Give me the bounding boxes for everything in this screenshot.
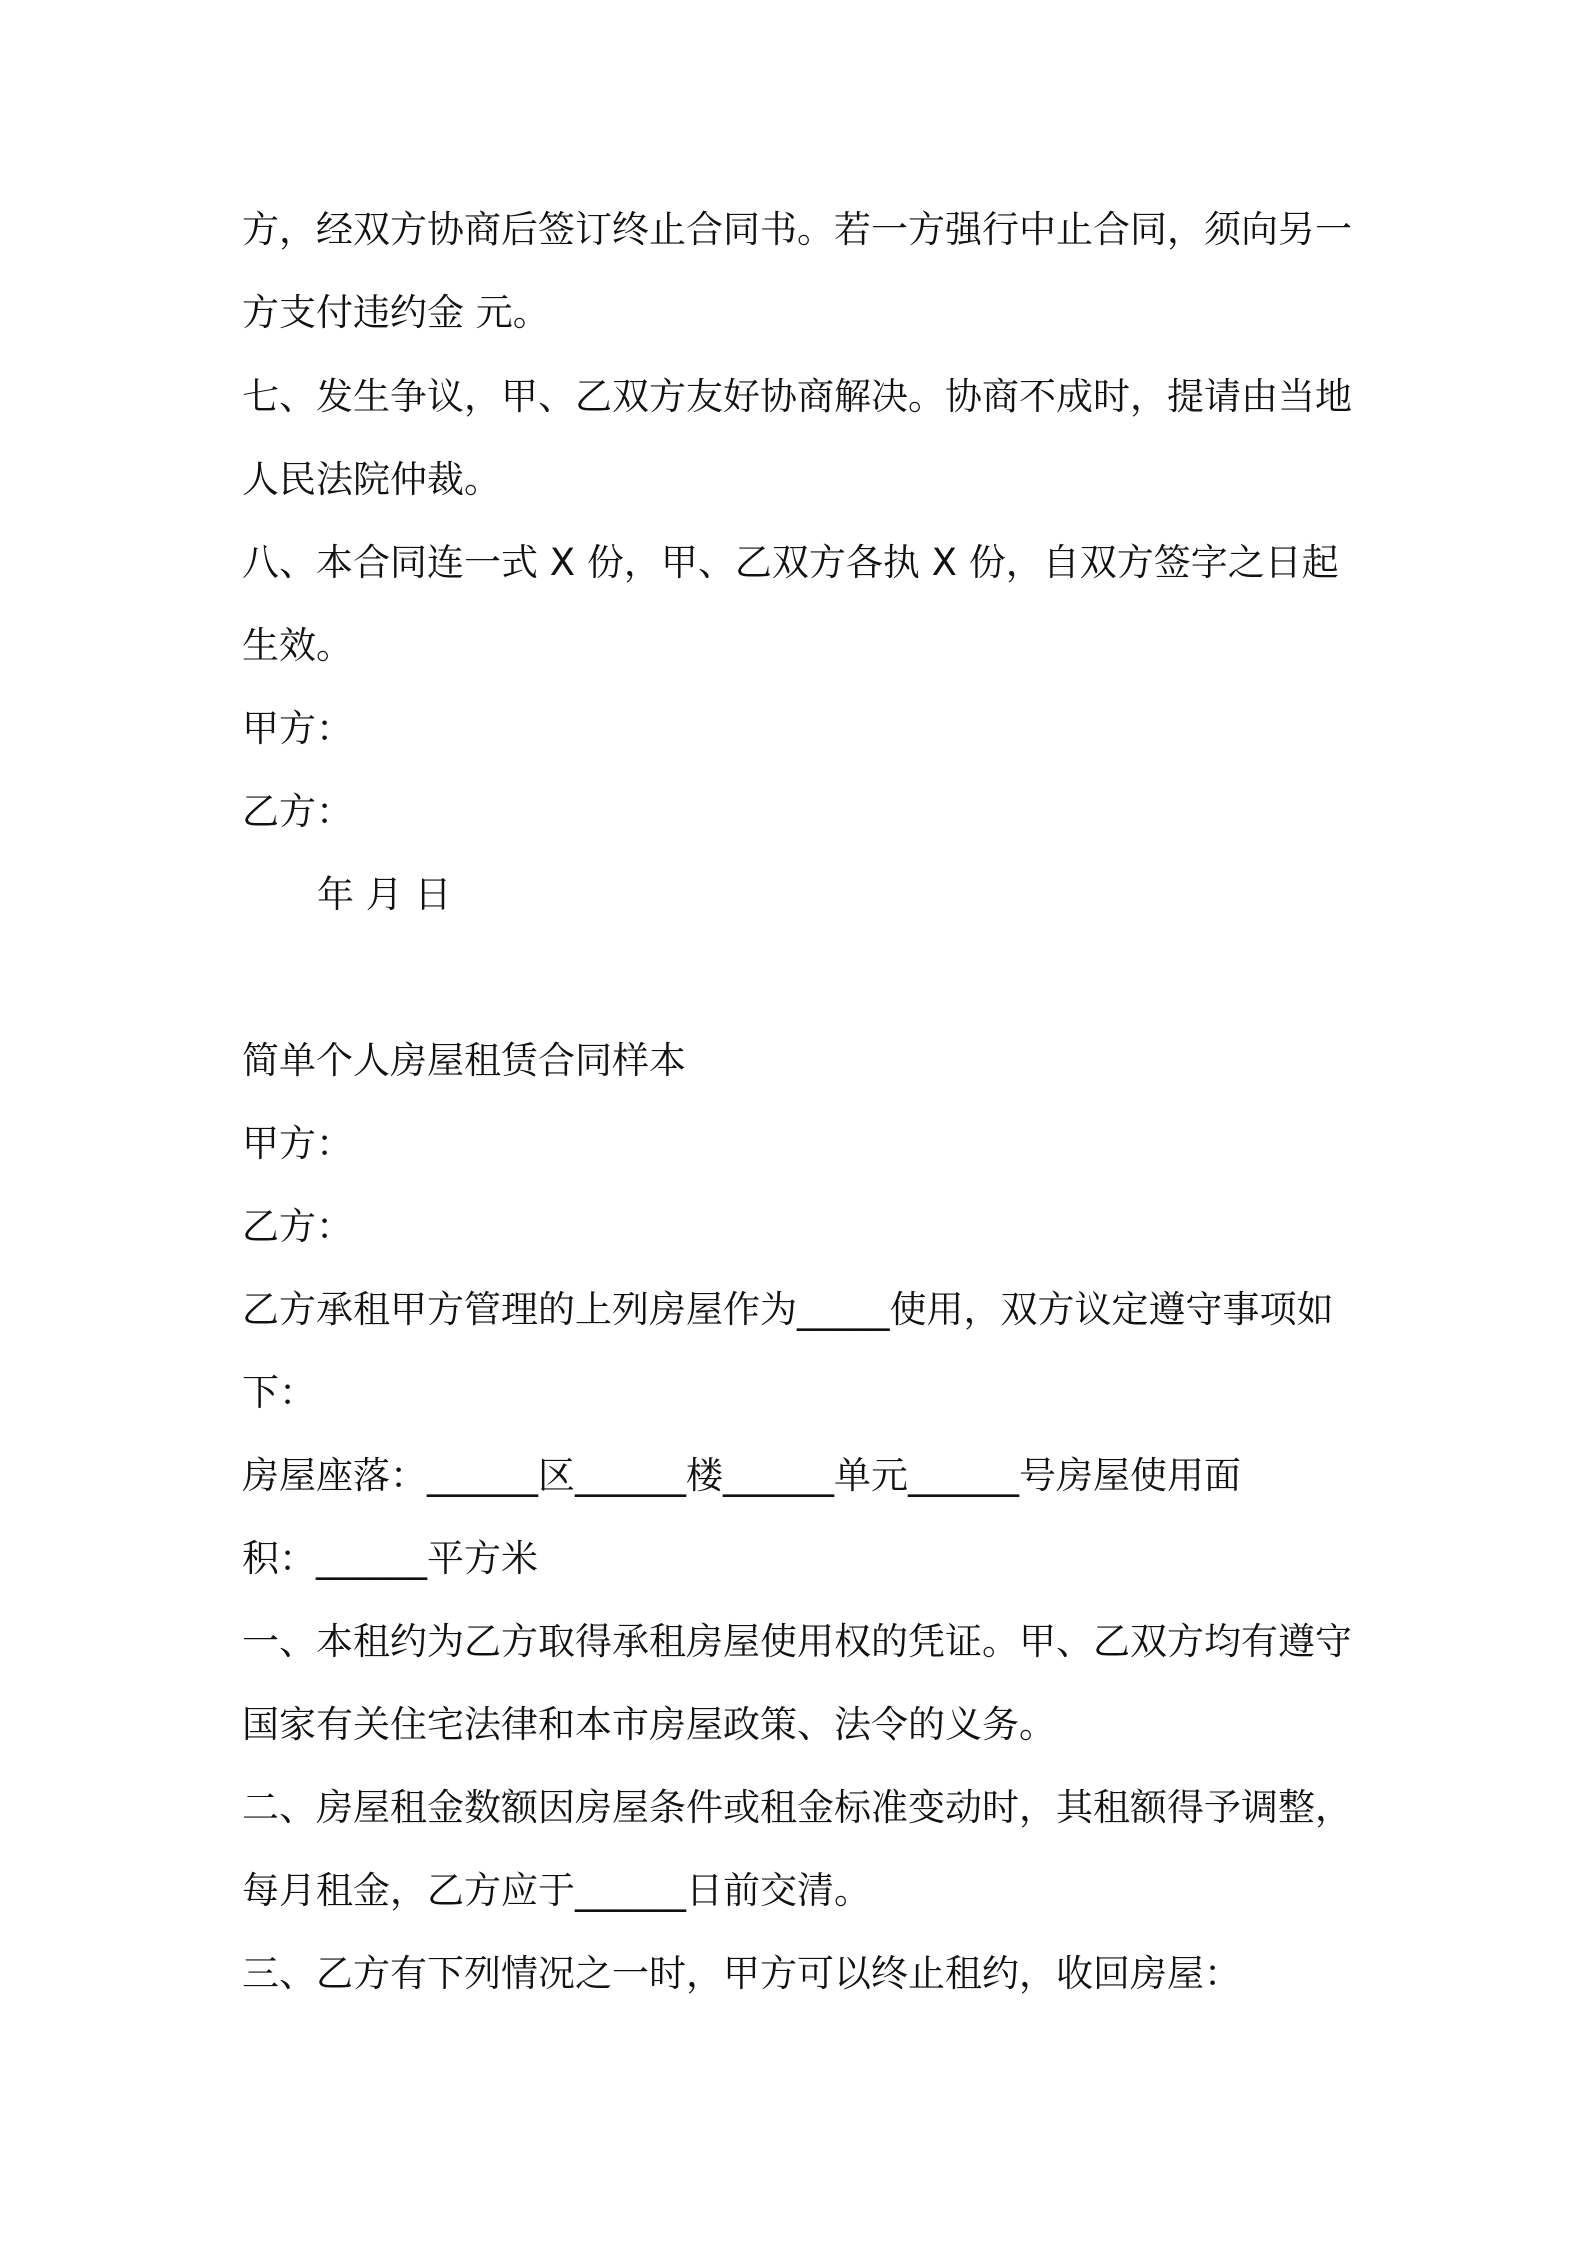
text-line-location: 房屋座落：______区______楼______单元______号房屋使用面 — [242, 1454, 1241, 1497]
signature-date: 年 月 日 — [317, 873, 452, 916]
text-line-effective: 生效。 — [242, 624, 353, 667]
text-line-termination-agreement: 方，经双方协商后签订终止合同书。若一方强行中止合同，须向另一 — [242, 208, 1352, 251]
text-line-clause-7: 七、发生争议，甲、乙双方友好协商解决。协商不成时，提请由当地 — [242, 375, 1352, 418]
text-line-clause-3: 三、乙方有下列情况之一时，甲方可以终止租约，收回房屋： — [242, 1952, 1241, 1995]
text-line-clause-1-continued: 国家有关住宅法律和本市房屋政策、法令的义务。 — [242, 1703, 1056, 1746]
signature-party-b: 乙方： — [242, 790, 353, 833]
text-line-clause-8: 八、本合同连一式 X 份，甲、乙双方各执 X 份，自双方签字之日起 — [242, 541, 1339, 584]
text-line-purpose: 乙方承租甲方管理的上列房屋作为_____使用，双方议定遵守事项如 — [242, 1288, 1334, 1331]
contract-title: 简单个人房屋租赁合同样本 — [242, 1039, 686, 1082]
text-line-court: 人民法院仲裁。 — [242, 458, 501, 501]
party-b-label: 乙方： — [242, 1205, 353, 1248]
text-line-purpose-continued: 下： — [242, 1371, 316, 1414]
party-a-label: 甲方： — [242, 1122, 353, 1165]
text-line-penalty: 方支付违约金 元。 — [242, 291, 550, 334]
text-line-clause-2: 二、房屋租金数额因房屋条件或租金标准变动时，其租额得予调整， — [242, 1786, 1352, 1829]
signature-party-a: 甲方： — [242, 707, 353, 750]
text-line-rent-payment: 每月租金，乙方应于______日前交清。 — [242, 1869, 871, 1912]
text-line-clause-1: 一、本租约为乙方取得承租房屋使用权的凭证。甲、乙双方均有遵守 — [242, 1620, 1352, 1663]
text-line-area: 积：______平方米 — [242, 1537, 538, 1580]
